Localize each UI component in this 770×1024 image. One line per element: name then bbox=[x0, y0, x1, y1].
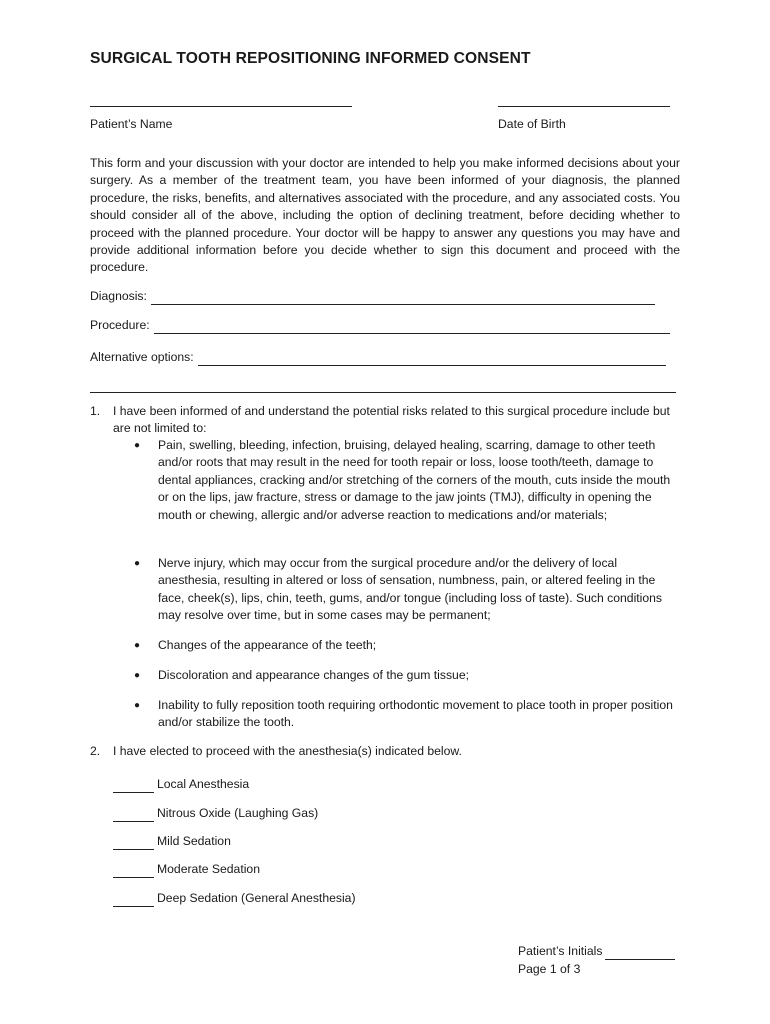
list-item-text: Pain, swelling, bleeding, infection, bruising, delayed healing, scarring, damage to other teeth and/or roots that may result in the need for tooth repair or loss, loose tooth/teeth, damage to dental appliances, cracking and/or stretching of the corners of the mouth, cuts inside the mouth or on the lips, jaw fracture, stress or damage to the jaw joints (TMJ), difficulty in opening the mouth or chewing, allergic and/or adverse reaction to medications and/or materials; bbox=[158, 438, 671, 522]
alternatives-extra-line[interactable] bbox=[90, 382, 676, 393]
anesthesia-section bbox=[90, 743, 680, 760]
consent-form-page bbox=[90, 0, 680, 1024]
section-text: I have elected to proceed with the anesthesia(s) indicated below. bbox=[113, 744, 462, 758]
risks-section bbox=[90, 403, 680, 438]
section-text: I have been informed of and understand the potential risks related to this surgical procedure include but are not limited to: bbox=[113, 404, 670, 436]
page-number: Page 1 of 3 bbox=[518, 962, 581, 976]
anesthesia-checkbox-line[interactable] bbox=[113, 865, 154, 878]
diagnosis-label: Diagnosis: bbox=[90, 289, 147, 303]
anesthesia-checkbox-line[interactable] bbox=[113, 809, 154, 822]
bullet-icon: ● bbox=[134, 440, 141, 451]
page-title: SURGICAL TOOTH REPOSITIONING INFORMED CONSENT bbox=[90, 50, 531, 67]
anesthesia-option bbox=[113, 805, 318, 822]
intro-paragraph: This form and your discussion with your doctor are intended to help you make informed decisions about your surgery. As a member of the treatment team, you have been informed of your diagnosis, the planned procedure, the risks, benefits, and alternatives associated with the procedure, and any associated costs. You should consider all of the above, including the option of declining treatment, before deciding whether to proceed with the planned procedure. Your doctor will be happy to answer any questions you may have and provide additional information before you decide whether to sign this document and proceed with the procedure. bbox=[90, 156, 680, 275]
list-item-text: Changes of the appearance of the teeth; bbox=[158, 638, 377, 652]
list-item bbox=[134, 437, 680, 524]
anesthesia-option bbox=[113, 833, 231, 850]
list-item bbox=[134, 697, 680, 732]
anesthesia-option-label: Nitrous Oxide (Laughing Gas) bbox=[157, 806, 319, 820]
anesthesia-checkbox-line[interactable] bbox=[113, 894, 154, 907]
patient-name-label: Patient’s Name bbox=[90, 117, 173, 131]
diagnosis-field[interactable] bbox=[151, 292, 655, 305]
anesthesia-option bbox=[113, 776, 249, 793]
section-number: 1. bbox=[90, 404, 101, 418]
alternatives-field[interactable] bbox=[198, 353, 666, 366]
anesthesia-option bbox=[113, 890, 356, 907]
patient-name-field[interactable] bbox=[90, 88, 352, 107]
procedure-row bbox=[90, 317, 680, 334]
procedure-field[interactable] bbox=[154, 321, 670, 334]
list-item bbox=[134, 637, 680, 654]
diagnosis-row bbox=[90, 288, 680, 305]
anesthesia-option-label: Moderate Sedation bbox=[157, 862, 260, 876]
anesthesia-option-label: Deep Sedation (General Anesthesia) bbox=[157, 891, 356, 905]
date-of-birth-label: Date of Birth bbox=[498, 117, 566, 131]
list-item bbox=[134, 555, 680, 625]
anesthesia-checkbox-line[interactable] bbox=[113, 837, 154, 850]
alternatives-row bbox=[90, 349, 680, 366]
bullet-icon: ● bbox=[134, 700, 141, 711]
list-item-text: Inability to fully reposition tooth requiring orthodontic movement to place tooth in proper position and/or stabilize the tooth. bbox=[158, 698, 673, 730]
bullet-icon: ● bbox=[134, 670, 141, 681]
list-item bbox=[134, 667, 680, 684]
anesthesia-option-label: Local Anesthesia bbox=[157, 777, 250, 791]
alternatives-label: Alternative options: bbox=[90, 350, 194, 364]
list-item-text: Nerve injury, which may occur from the surgical procedure and/or the delivery of local anesthesia, resulting in altered or loss of sensation, numbness, pain, or altered feeling in the face, cheek(s), lips, chin, teeth, gums, and/or tongue (including loss of taste). Such conditions may resolve over time, but in some cases may be permanent; bbox=[158, 556, 663, 623]
section-number: 2. bbox=[90, 744, 101, 758]
anesthesia-option bbox=[113, 861, 260, 878]
initials-field[interactable] bbox=[605, 947, 675, 960]
initials-row bbox=[518, 943, 675, 960]
initials-label: Patient’s Initials bbox=[518, 944, 603, 958]
date-of-birth-field[interactable] bbox=[498, 88, 670, 107]
anesthesia-option-label: Mild Sedation bbox=[157, 834, 231, 848]
bullet-icon: ● bbox=[134, 640, 141, 651]
procedure-label: Procedure: bbox=[90, 318, 150, 332]
list-item-text: Discoloration and appearance changes of the gum tissue; bbox=[158, 668, 469, 682]
bullet-icon: ● bbox=[134, 558, 141, 569]
anesthesia-checkbox-line[interactable] bbox=[113, 780, 154, 793]
